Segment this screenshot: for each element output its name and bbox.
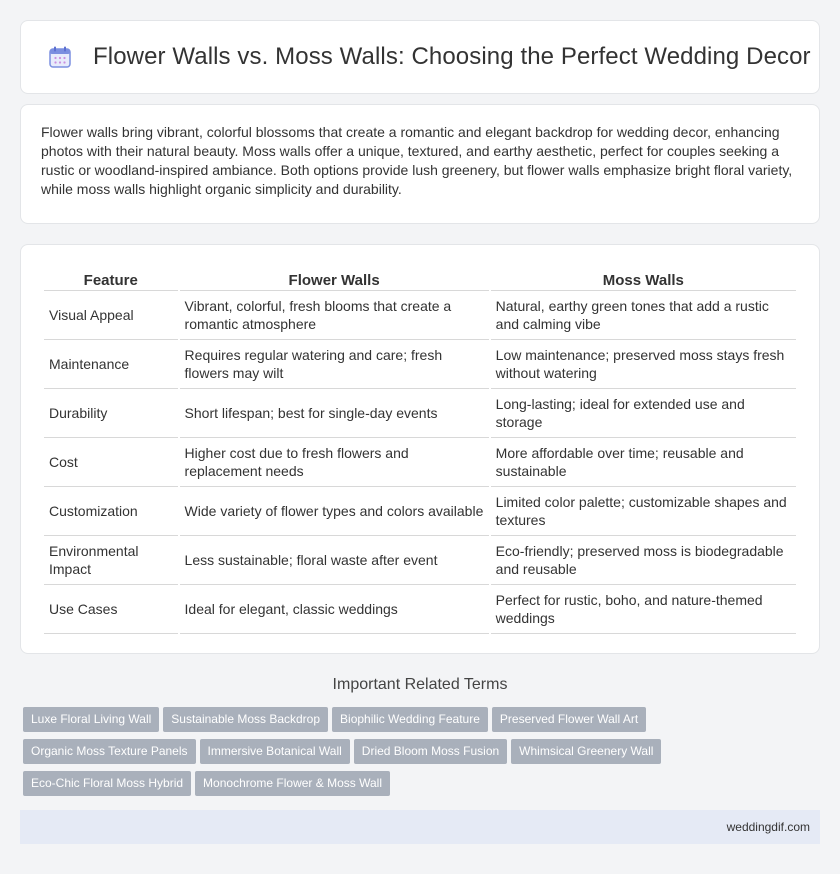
moss-cell: Perfect for rustic, boho, and nature-themed weddings xyxy=(491,585,796,634)
flower-cell: Less sustainable; floral waste after event xyxy=(180,536,489,585)
moss-cell: Natural, earthy green tones that add a rustic and calming vibe xyxy=(491,291,796,340)
related-tag[interactable]: Sustainable Moss Backdrop xyxy=(163,707,328,732)
moss-cell: Low maintenance; preserved moss stays fresh without watering xyxy=(491,340,796,389)
header-moss-walls: Moss Walls xyxy=(491,265,796,291)
table-row xyxy=(44,487,796,536)
header-flower-walls: Flower Walls xyxy=(180,265,489,291)
table-row xyxy=(44,340,796,389)
flower-cell: Ideal for elegant, classic weddings xyxy=(180,585,489,634)
feature-cell: Customization xyxy=(44,487,178,536)
calendar-icon xyxy=(47,44,73,70)
comparison-table xyxy=(42,265,798,634)
related-tag[interactable]: Dried Bloom Moss Fusion xyxy=(354,739,507,764)
related-tag[interactable]: Luxe Floral Living Wall xyxy=(23,707,159,732)
footer-site-link[interactable]: weddingdif.com xyxy=(726,820,810,834)
related-terms-title: Important Related Terms xyxy=(332,676,508,693)
feature-cell: Maintenance xyxy=(44,340,178,389)
moss-cell: More affordable over time; reusable and sustainable xyxy=(491,438,796,487)
related-terms-tags xyxy=(23,707,823,803)
flower-cell: Higher cost due to fresh flowers and replacement needs xyxy=(180,438,489,487)
related-tag[interactable]: Monochrome Flower & Moss Wall xyxy=(195,771,390,796)
moss-cell: Limited color palette; customizable shapes and textures xyxy=(491,487,796,536)
flower-cell: Vibrant, colorful, fresh blooms that create a romantic atmosphere xyxy=(180,291,489,340)
table-row xyxy=(44,536,796,585)
comparison-card xyxy=(20,244,820,654)
intro-card xyxy=(20,104,820,224)
related-tag[interactable]: Organic Moss Texture Panels xyxy=(23,739,196,764)
header-feature: Feature xyxy=(44,265,178,291)
intro-text: Flower walls bring vibrant, colorful blossoms that create a romantic and elegant backdrop for wedding decor, enhancing photos with their natural beauty. Moss walls offer a unique, textured, and earthy aesthetic, perfect for couples seeking a rustic or woodland-inspired ambiance. Both options provide lush greenery, but flower walls emphasize bright floral variety, while moss walls highlight organic simplicity and durability. xyxy=(41,124,793,197)
table-row xyxy=(44,585,796,634)
flower-cell: Wide variety of flower types and colors available xyxy=(180,487,489,536)
header-card xyxy=(20,20,820,94)
page-title: Flower Walls vs. Moss Walls: Choosing the Perfect Wedding Decor xyxy=(93,43,811,70)
moss-cell: Long-lasting; ideal for extended use and storage xyxy=(491,389,796,438)
flower-cell: Requires regular watering and care; fresh flowers may wilt xyxy=(180,340,489,389)
flower-cell: Short lifespan; best for single-day events xyxy=(180,389,489,438)
feature-cell: Visual Appeal xyxy=(44,291,178,340)
related-tag[interactable]: Whimsical Greenery Wall xyxy=(511,739,661,764)
feature-cell: Cost xyxy=(44,438,178,487)
table-row xyxy=(44,389,796,438)
related-tag[interactable]: Eco-Chic Floral Moss Hybrid xyxy=(23,771,191,796)
related-tag[interactable]: Biophilic Wedding Feature xyxy=(332,707,488,732)
feature-cell: Environmental Impact xyxy=(44,536,178,585)
feature-cell: Use Cases xyxy=(44,585,178,634)
moss-cell: Eco-friendly; preserved moss is biodegradable and reusable xyxy=(491,536,796,585)
table-row xyxy=(44,291,796,340)
feature-cell: Durability xyxy=(44,389,178,438)
table-row xyxy=(44,438,796,487)
footer xyxy=(20,810,820,844)
related-tag[interactable]: Preserved Flower Wall Art xyxy=(492,707,646,732)
related-tag[interactable]: Immersive Botanical Wall xyxy=(200,739,350,764)
table-header-row xyxy=(44,265,796,291)
